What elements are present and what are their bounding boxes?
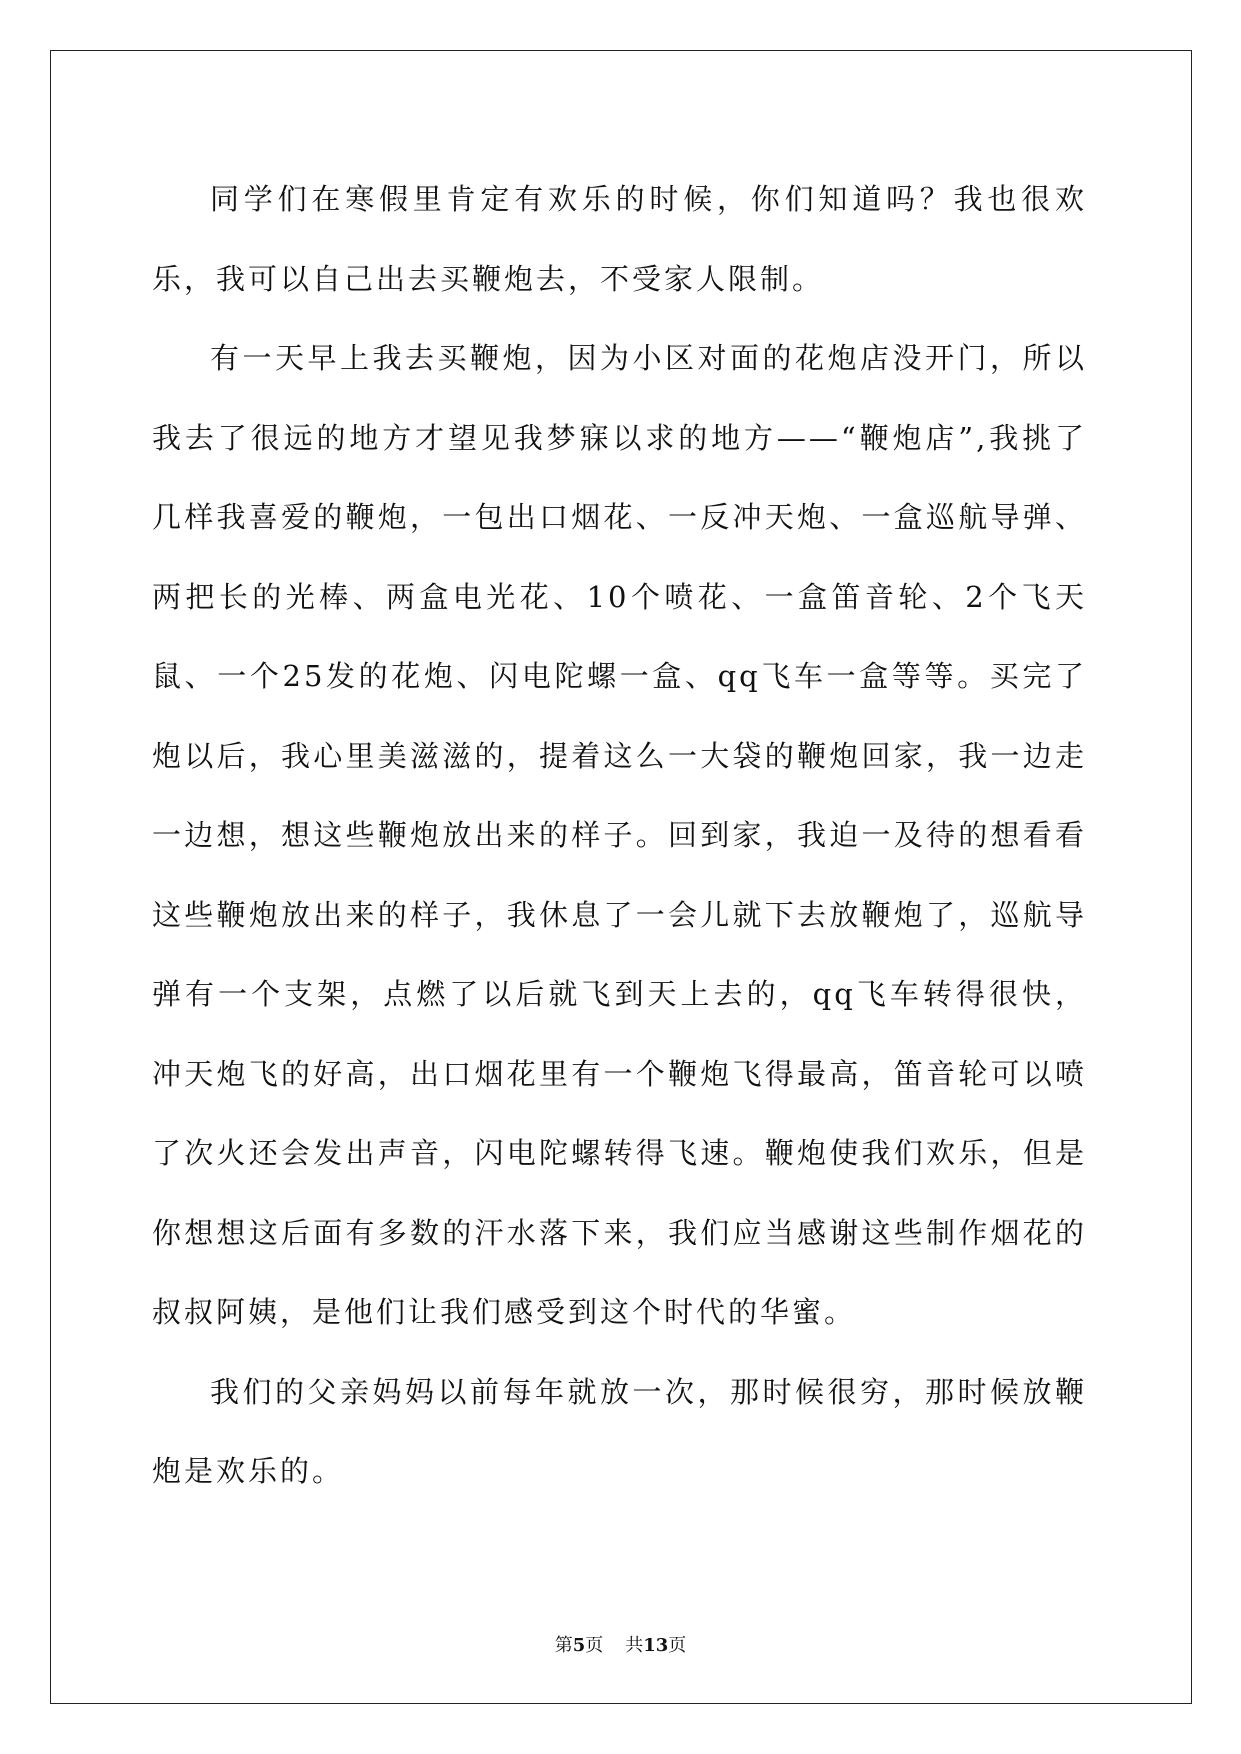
total-suffix: 页 [668, 1635, 687, 1656]
page-prefix: 第 [554, 1635, 573, 1656]
total-prefix: 共 [625, 1635, 644, 1656]
page-footer [0, 1634, 1241, 1658]
paragraph-1: 同学们在寒假里肯定有欢乐的时候，你们知道吗？我也很欢乐，我可以自己出去买鞭炮去，不受家人限制。 [152, 182, 1087, 296]
page-number: 5 [572, 1635, 586, 1656]
document-body [152, 160, 1087, 1512]
paragraph-2: 有一天早上我去买鞭炮，因为小区对面的花炮店没开门，所以我去了很远的地方才望见我梦寐以求的地方——“鞭炮店”,我挑了几样我喜爱的鞭炮，一包出口烟花、一反冲天炮、一盒巡航导弹、两把长的光棒、两盒电光花、10个喷花、一盒笛音轮、2个飞天鼠、一个25发的花炮、闪电陀螺一盒、qq飞车一盒等等。买完了炮以后，我心里美滋滋的，提着这么一大袋的鞭炮回家，我一边走一边想，想这些鞭炮放出来的样子。回到家，我迫一及待的想看看这些鞭炮放出来的样子，我休息了一会儿就下去放鞭炮了，巡航导弹有一个支架，点燃了以后就飞到天上去的，qq飞车转得很快，冲天炮飞的好高，出口烟花里有一个鞭炮飞得最高，笛音轮可以喷了次火还会发出声音，闪电陀螺转得飞速。鞭炮使我们欢乐，但是你想想这后面有多数的汗水落下来，我们应当感谢这些制作烟花的叔叔阿姨，是他们让我们感受到这个时代的华蜜。 [152, 341, 1087, 1329]
paragraph-3: 我们的父亲妈妈以前每年就放一次，那时候很穷，那时候放鞭炮是欢乐的。 [152, 1374, 1087, 1488]
page-suffix: 页 [585, 1635, 604, 1656]
total-pages: 13 [643, 1635, 669, 1656]
